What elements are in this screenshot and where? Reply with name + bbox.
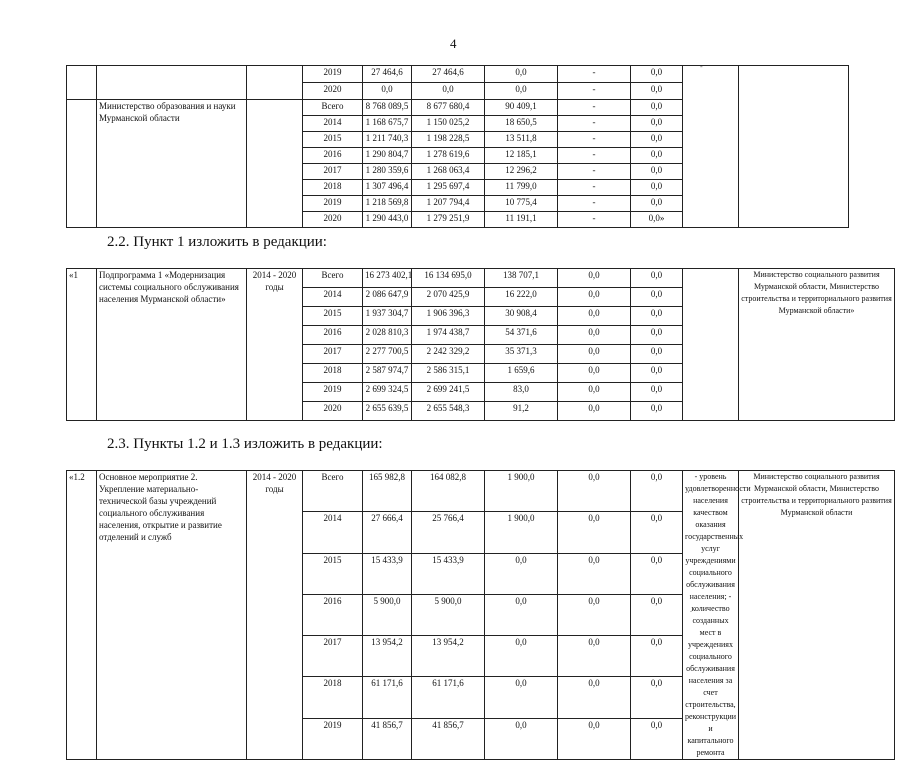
value-cell: 13 511,8 — [485, 132, 558, 148]
value-cell: 1 218 569,8 — [363, 196, 412, 212]
value-cell: 30 908,4 — [485, 307, 558, 326]
value-cell: 0,0 — [558, 345, 631, 364]
row-year: 2017 — [303, 345, 363, 364]
value-cell: 0,0 — [558, 677, 631, 718]
value-cell: 0,0 — [631, 196, 683, 212]
value-cell: 1 295 697,4 — [412, 180, 485, 196]
value-cell: 0,0 — [631, 269, 683, 288]
value-cell: 0,0 — [631, 100, 683, 116]
value-cell: 164 082,8 — [412, 471, 485, 512]
value-cell: 25 766,4 — [412, 512, 485, 553]
value-cell: 0,0 — [631, 83, 683, 100]
value-cell: - — [558, 83, 631, 100]
value-cell: 0,0 — [558, 471, 631, 512]
value-cell: 5 900,0 — [412, 594, 485, 635]
item-number: «1.2 — [67, 471, 97, 760]
value-cell: 1 290 804,7 — [363, 148, 412, 164]
value-cell: 0,0 — [631, 148, 683, 164]
value-cell: 12 296,2 — [485, 164, 558, 180]
value-cell: 13 954,2 — [363, 636, 412, 677]
value-cell: 0,0 — [631, 288, 683, 307]
value-cell: 2 242 329,2 — [412, 345, 485, 364]
page-number: 4 — [450, 36, 457, 51]
value-cell: 0,0 — [631, 383, 683, 402]
value-cell: 1 279 251,9 — [412, 212, 485, 228]
row-year: Всего — [303, 100, 363, 116]
indicators: - уровень удовлетворенности населения качеством оказания государственных услуг учреждениями социального обслуживания населения; - количество созданных мест в учреждениях социального обслуживания населения за счет строительства, реконструкции и капитального ремонта — [683, 471, 739, 760]
scan-mark: . — [690, 605, 692, 614]
row-year: 2017 — [303, 636, 363, 677]
value-cell: 2 028 810,3 — [363, 326, 412, 345]
value-cell: - — [558, 212, 631, 228]
empty-cell — [739, 66, 849, 228]
value-cell: 1 168 675,7 — [363, 116, 412, 132]
value-cell: 0,0 — [558, 269, 631, 288]
value-cell: - — [558, 66, 631, 83]
item-number: «1 — [67, 269, 97, 421]
section-heading-2-2: 2.2. Пункт 1 изложить в редакции: — [107, 234, 327, 250]
value-cell: 5 900,0 — [363, 594, 412, 635]
value-cell: 0,0 — [631, 326, 683, 345]
value-cell: - — [558, 132, 631, 148]
activity-name: Основное мероприятие 2. Укрепление материально-технической базы учреждений социального обслуживания населения, открытие и развитие отделений и служб — [97, 471, 247, 760]
value-cell: 0,0 — [558, 718, 631, 759]
value-cell: 41 856,7 — [363, 718, 412, 759]
value-cell: 0,0 — [631, 636, 683, 677]
value-cell: 1 150 025,2 — [412, 116, 485, 132]
period: 2014 - 2020 годы — [247, 471, 303, 760]
value-cell: 0,0 — [631, 164, 683, 180]
program-name: Подпрограмма 1 «Модернизация системы социального обслуживания населения Мурманской области» — [97, 269, 247, 421]
empty-cell — [683, 269, 739, 421]
value-cell: 0,0 — [485, 553, 558, 594]
ministry-name: Министерство образования и науки Мурманской области — [97, 100, 247, 228]
value-cell: 2 586 315,1 — [412, 364, 485, 383]
value-cell: 1 900,0 — [485, 471, 558, 512]
value-cell: 1 974 438,7 — [412, 326, 485, 345]
value-cell: 15 433,9 — [363, 553, 412, 594]
value-cell: 16 273 402,1 — [363, 269, 412, 288]
value-cell: 0,0 — [558, 594, 631, 635]
value-cell: 2 699 324,5 — [363, 383, 412, 402]
value-cell: 1 906 396,3 — [412, 307, 485, 326]
value-cell: 1 290 443,0 — [363, 212, 412, 228]
value-cell: - — [558, 148, 631, 164]
row-year: 2016 — [303, 326, 363, 345]
value-cell: 0,0 — [631, 594, 683, 635]
value-cell: 0,0 — [485, 594, 558, 635]
empty-cell — [247, 66, 303, 100]
table-row — [67, 66, 895, 83]
value-cell: 2 699 241,5 — [412, 383, 485, 402]
value-cell: 18 650,5 — [485, 116, 558, 132]
value-cell: 0,0 — [412, 83, 485, 100]
value-cell: - — [558, 196, 631, 212]
value-cell: 0,0 — [485, 83, 558, 100]
row-year: 2017 — [303, 164, 363, 180]
value-cell: 0,0 — [558, 288, 631, 307]
value-cell: 0,0 — [558, 307, 631, 326]
value-cell: 1 278 619,6 — [412, 148, 485, 164]
empty-cell — [683, 66, 739, 228]
value-cell: 1 198 228,5 — [412, 132, 485, 148]
row-year: 2018 — [303, 180, 363, 196]
value-cell: 0,0 — [631, 307, 683, 326]
value-cell: - — [558, 100, 631, 116]
value-cell: 0,0 — [631, 402, 683, 421]
value-cell: 2 277 700,5 — [363, 345, 412, 364]
value-cell: 0,0 — [558, 512, 631, 553]
value-cell: 8 677 680,4 — [412, 100, 485, 116]
activity-1-2-table — [66, 470, 895, 760]
row-year: 2019 — [303, 66, 363, 83]
value-cell: 0,0 — [485, 718, 558, 759]
section-heading-2-3: 2.3. Пункты 1.2 и 1.3 изложить в редакции: — [107, 436, 383, 452]
row-year: 2020 — [303, 212, 363, 228]
row-year: 2016 — [303, 148, 363, 164]
executor: Министерство социального развития Мурманской области, Министерство строительства и территориального развития Мурманской области» — [739, 269, 895, 421]
value-cell: - — [558, 164, 631, 180]
row-year: 2016 — [303, 594, 363, 635]
value-cell: 0,0 — [631, 180, 683, 196]
value-cell: 0,0 — [631, 677, 683, 718]
value-cell: - — [558, 116, 631, 132]
row-year: 2018 — [303, 364, 363, 383]
value-cell: 35 371,3 — [485, 345, 558, 364]
value-cell: 13 954,2 — [412, 636, 485, 677]
row-year: 2019 — [303, 383, 363, 402]
value-cell: 2 655 639,5 — [363, 402, 412, 421]
value-cell: 0,0 — [631, 471, 683, 512]
value-cell: 2 587 974,7 — [363, 364, 412, 383]
row-year: 2015 — [303, 307, 363, 326]
scan-mark: - — [700, 62, 703, 71]
row-year: 2015 — [303, 553, 363, 594]
row-year: 2020 — [303, 402, 363, 421]
value-cell: 27 464,6 — [363, 66, 412, 83]
value-cell: 2 655 548,3 — [412, 402, 485, 421]
value-cell: 0,0 — [558, 402, 631, 421]
empty-cell — [97, 66, 247, 100]
value-cell: 1 659,6 — [485, 364, 558, 383]
value-cell: 2 070 425,9 — [412, 288, 485, 307]
value-cell: 0,0 — [631, 66, 683, 83]
value-cell: 15 433,9 — [412, 553, 485, 594]
value-cell: 0,0 — [631, 718, 683, 759]
value-cell: 91,2 — [485, 402, 558, 421]
value-cell: 1 900,0 — [485, 512, 558, 553]
value-cell: 8 768 089,5 — [363, 100, 412, 116]
empty-cell — [247, 100, 303, 228]
value-cell: 0,0 — [558, 636, 631, 677]
value-cell: 2 086 647,9 — [363, 288, 412, 307]
value-cell: 41 856,7 — [412, 718, 485, 759]
row-year: Всего — [303, 269, 363, 288]
value-cell: 0,0 — [631, 553, 683, 594]
value-cell: 90 409,1 — [485, 100, 558, 116]
value-cell: 11 191,1 — [485, 212, 558, 228]
value-cell: 0,0» — [631, 212, 683, 228]
value-cell: 0,0 — [631, 345, 683, 364]
value-cell: 0,0 — [631, 132, 683, 148]
value-cell: 0,0 — [485, 66, 558, 83]
value-cell: 0,0 — [485, 636, 558, 677]
value-cell: 0,0 — [558, 383, 631, 402]
value-cell: 1 307 496,4 — [363, 180, 412, 196]
value-cell: 61 171,6 — [363, 677, 412, 718]
budget-table-continuation — [66, 65, 895, 228]
value-cell: 54 371,6 — [485, 326, 558, 345]
value-cell: 0,0 — [631, 512, 683, 553]
value-cell: 16 222,0 — [485, 288, 558, 307]
value-cell: 12 185,1 — [485, 148, 558, 164]
table-row — [67, 269, 895, 288]
row-year: 2014 — [303, 288, 363, 307]
row-year: 2018 — [303, 677, 363, 718]
empty-cell — [67, 100, 97, 228]
value-cell: 1 211 740,3 — [363, 132, 412, 148]
value-cell: 27 464,6 — [412, 66, 485, 83]
row-year: 2019 — [303, 196, 363, 212]
table-row — [67, 471, 895, 512]
value-cell: - — [558, 180, 631, 196]
row-year: 2015 — [303, 132, 363, 148]
row-year: 2014 — [303, 512, 363, 553]
value-cell: 0,0 — [631, 116, 683, 132]
period: 2014 - 2020 годы — [247, 269, 303, 421]
value-cell: 83,0 — [485, 383, 558, 402]
value-cell: 138 707,1 — [485, 269, 558, 288]
value-cell: 1 268 063,4 — [412, 164, 485, 180]
row-year: Всего — [303, 471, 363, 512]
subprogram-1-table — [66, 268, 895, 421]
value-cell: 0,0 — [558, 364, 631, 383]
value-cell: 11 799,0 — [485, 180, 558, 196]
value-cell: 27 666,4 — [363, 512, 412, 553]
value-cell: 10 775,4 — [485, 196, 558, 212]
value-cell: 165 982,8 — [363, 471, 412, 512]
value-cell: 0,0 — [558, 326, 631, 345]
empty-cell — [67, 66, 97, 100]
value-cell: 61 171,6 — [412, 677, 485, 718]
value-cell: 1 280 359,6 — [363, 164, 412, 180]
value-cell: 1 937 304,7 — [363, 307, 412, 326]
row-year: 2014 — [303, 116, 363, 132]
row-year: 2019 — [303, 718, 363, 759]
row-year: 2020 — [303, 83, 363, 100]
value-cell: 1 207 794,4 — [412, 196, 485, 212]
value-cell: 0,0 — [558, 553, 631, 594]
value-cell: 16 134 695,0 — [412, 269, 485, 288]
value-cell: 0,0 — [485, 677, 558, 718]
value-cell: 0,0 — [631, 364, 683, 383]
value-cell: 0,0 — [363, 83, 412, 100]
executor: Министерство социального развития Мурманской области, Министерство строительства и территориального развития Мурманской области — [739, 471, 895, 760]
